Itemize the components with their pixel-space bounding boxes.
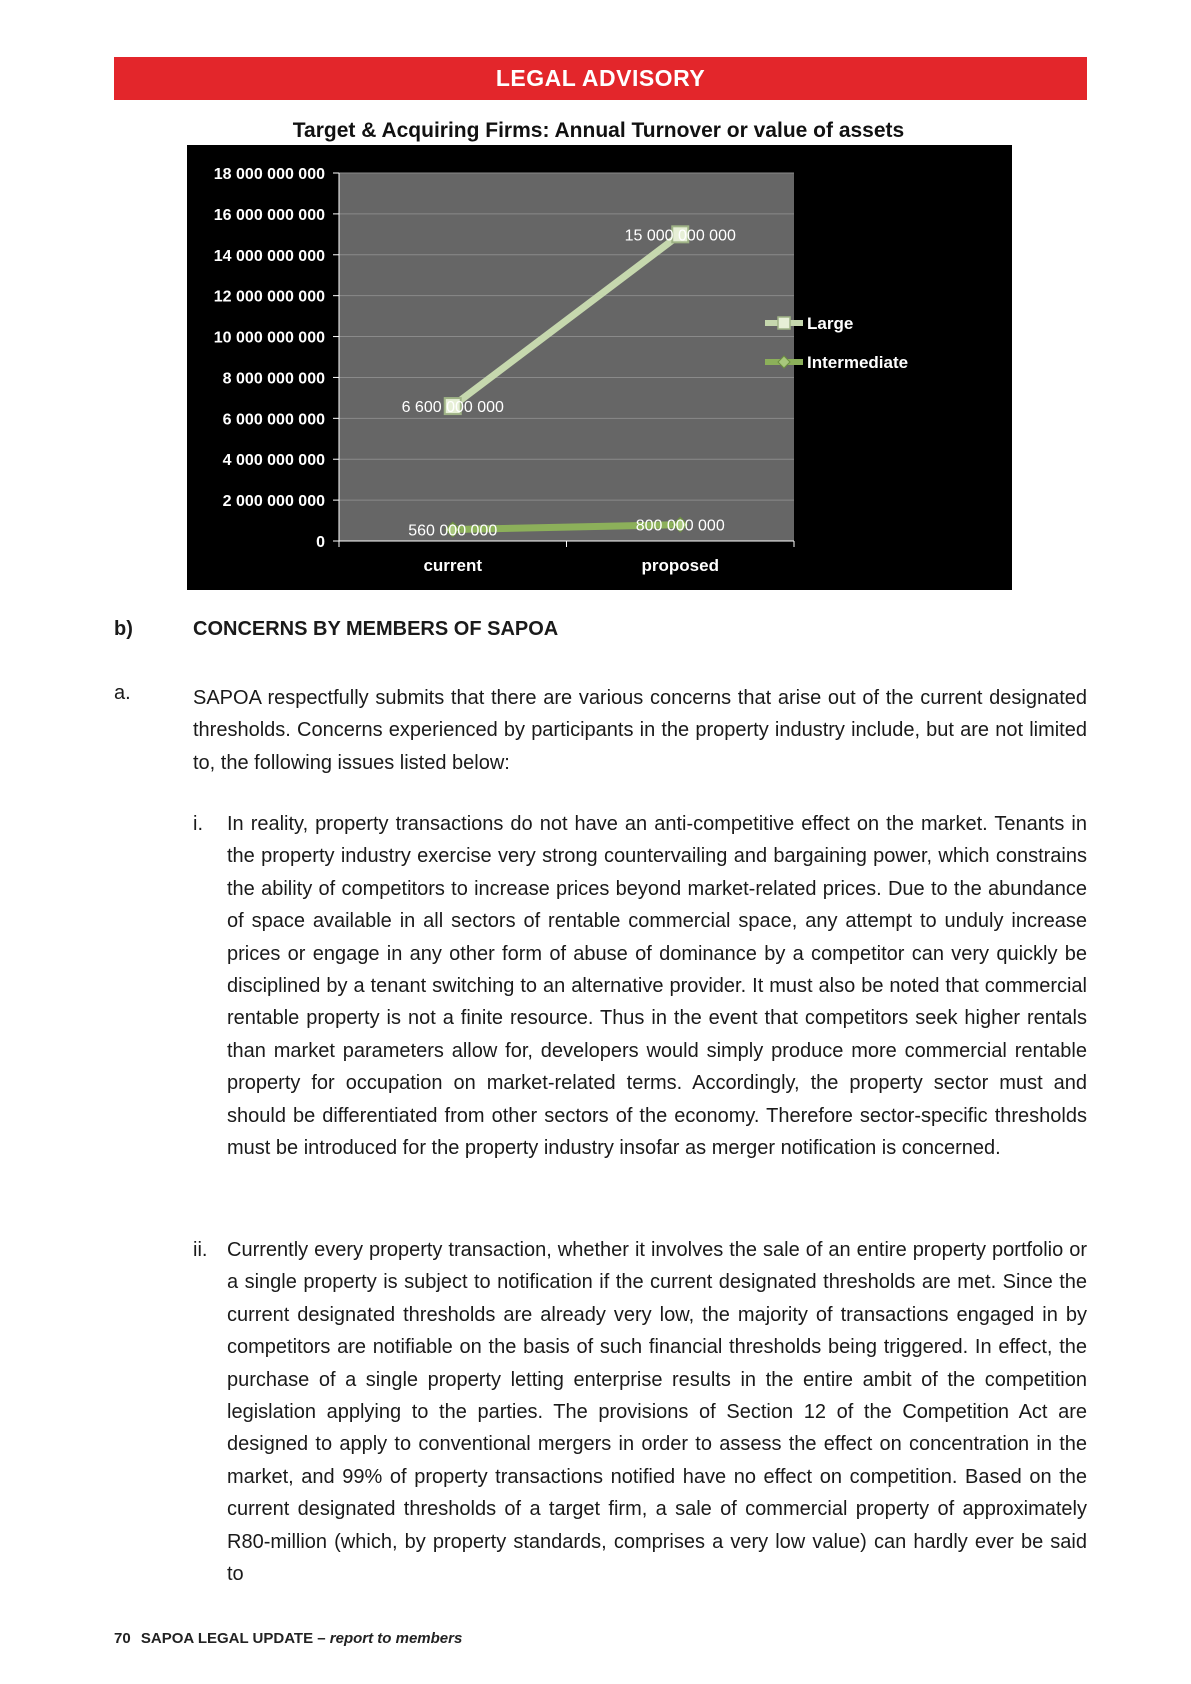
data-label-intermediate: 560 000 000 bbox=[408, 522, 498, 540]
legend-label-intermediate: Intermediate bbox=[807, 353, 909, 372]
data-label-large: 15 000 000 000 bbox=[624, 227, 736, 245]
data-label-intermediate: 800 000 000 bbox=[635, 517, 725, 535]
item-text-ii: Currently every property transaction, whether it involves the sale of an entire property portfolio or a single property is subject to notification if the current designated thresholds are met. Since the current designated thresholds are already very low, the majority of transactions engaged in by competitors are notifiable on the basis of such financial thresholds being triggered. In effect, the purchase of a single property letting enterprise results in the entire ambit of the competition legislation applying to the parties. The provisions of Section 12 of the Competition Act are designed to apply to conventional mergers in order to assess the effect on concentration in the market, and 99% of property transactions notified have no effect on competition. Based on the current designated thresholds of a target firm, a sale of commercial property of approximately R80-million (which, by property standards, comprises a very low value) can hardly ever be said to bbox=[227, 1239, 1087, 1586]
item-text-i: In reality, property transactions do not have an anti-competitive effect on the market. Tenants in the property industry exercise very strong countervailing and bargaining power, which constrains the ability of competitors to increase prices beyond market-related prices. Due to the abundance of space available in all sectors of rentable commercial space, any attempt to unduly increase prices or engage in any other form of abuse of dominance by a competitor can very quickly be disciplined by a tenant switching to an alternative provider. It must also be noted that commercial rentable property is not a finite resource. Thus in the event that competitors seek higher rentals than market parameters allow for, developers would simply produce more commercial rentable property for occupation on market-related terms. Accordingly, the property sector must and should be differentiated from other sectors of the economy. Therefore sector-specific thresholds must be introduced for the property industry insofar as merger notification is concerned. bbox=[227, 813, 1087, 1160]
y-tick-label: 8 000 000 000 bbox=[222, 370, 325, 388]
publication-name: SAPOA LEGAL UPDATE – bbox=[140, 1630, 326, 1647]
banner-title: LEGAL ADVISORY bbox=[495, 65, 706, 91]
page-footer bbox=[114, 1630, 462, 1647]
item-number-ii: ii. bbox=[193, 1239, 208, 1261]
chart-title: Target & Acquiring Firms: Annual Turnover or value of assets bbox=[292, 119, 905, 142]
publication-tagline: report to members bbox=[329, 1630, 463, 1647]
page-number: 70 bbox=[114, 1630, 131, 1647]
y-tick-label: 18 000 000 000 bbox=[213, 166, 325, 183]
y-tick-label: 14 000 000 000 bbox=[213, 247, 325, 265]
data-label-large: 6 600 000 000 bbox=[401, 399, 504, 417]
section-banner bbox=[114, 57, 1087, 100]
y-tick-label: 0 bbox=[316, 534, 325, 551]
y-tick-label: 12 000 000 000 bbox=[213, 288, 325, 306]
x-tick-label: proposed bbox=[641, 556, 719, 575]
y-tick-label: 16 000 000 000 bbox=[213, 206, 325, 224]
intro-paragraph: SAPOA respectfully submits that there are various concerns that arise out of the current designated thresholds. Concerns experienced by participants in the property industry include, but are not limited to, the following issues listed below: bbox=[193, 687, 1087, 774]
paragraph-label: a. bbox=[114, 682, 131, 704]
item-number-i: i. bbox=[193, 813, 203, 835]
turnover-chart bbox=[187, 145, 1012, 590]
section-label: b) bbox=[114, 618, 133, 640]
x-tick-label: current bbox=[423, 556, 483, 575]
section-heading: CONCERNS BY MEMBERS OF SAPOA bbox=[193, 618, 559, 640]
legend-marker-large bbox=[778, 317, 790, 329]
y-tick-label: 4 000 000 000 bbox=[222, 452, 325, 470]
legend-label-large: Large bbox=[807, 314, 854, 333]
y-tick-label: 2 000 000 000 bbox=[222, 493, 325, 511]
y-tick-label: 10 000 000 000 bbox=[213, 329, 325, 347]
y-tick-label: 6 000 000 000 bbox=[222, 411, 325, 429]
